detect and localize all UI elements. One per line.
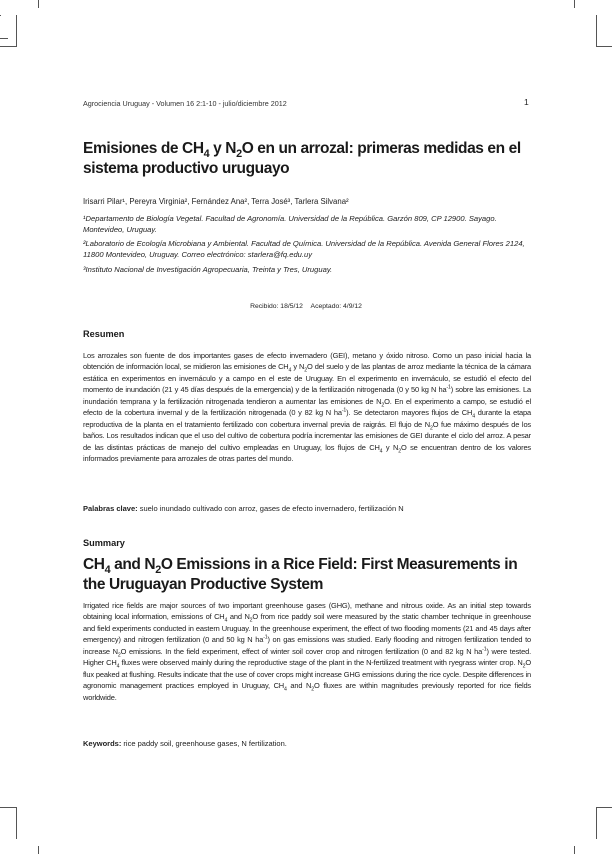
crop-mark [38,846,39,854]
summary-heading: Summary [83,538,125,548]
crop-mark [574,846,575,854]
affiliation-1: ¹Departamento de Biología Vegetal. Facultad de Agronomía. Universidad de la República. Garzón 809, CP 12900. Sayago. Montevideo, Uruguay. [83,214,497,235]
keywords: Keywords: rice paddy soil, greenhouse gases, N fertilization. [83,739,287,748]
crop-mark [38,0,39,8]
crop-mark [16,807,17,839]
resumen-heading: Resumen [83,329,125,339]
received-date: Recibido: 18/5/12 [250,303,303,310]
article-title-es: Emisiones de $CH_4$ y $N_2O$ en un arrozal: primeras medidas en el sistema productivo uruguayo [83,140,521,177]
crop-mark [0,15,1,16]
crop-mark [596,807,612,808]
crop-mark [574,0,575,8]
crop-mark [0,38,8,39]
crop-mark [0,807,16,808]
crop-mark [16,15,17,47]
palabras-clave: Palabras clave: suelo inundado cultivado con arroz, gases de efecto invernadero, fertilización N [83,504,404,513]
article-title-en: $CH_4$ and $N_2O$ Emissions in a Rice Field: First Measurements in the Uruguayan Productive System [83,556,518,593]
crop-mark [596,15,597,47]
crop-mark [0,46,16,47]
summary-paragraph: Irrigated rice fields are major sources of two important greenhouse gases (GHG), methane and nitrous oxide. As an initial step towards obtaining local information, emissions of $CH_4$ and $N_2O$ from rice paddy soil were measured by the static chamber technique in greenhouse and field experiments conducted in eastern Uruguay. In the greenhouse experiment, the effect of two flooding moments (21 and 45 days after emergency) and nitrogen fertilization (0 and 50 kg N $ha^{-1}$) on gas emissions was studied. Early flooding and nitrogen fertilization tended to increase $N_2O$ emissions. In the field experiment, effect of winter soil cover crop and nitrogen fertilization (0 and 82 kg N $ha^{-1}$) were tested. Higher $CH_4$ fluxes were observed mainly during the reproductive stage of the plant in the N-fertilized treatment with ryegrass winter crop. $N_2O$ flux peaked at flushing. Results indicate that the use of cover crops might increase GHG emissions during the rice cycle. Despite differences in agronomic management practices employed in Uruguay, $CH_4$ and $N_2O$ fluxes are within magnitudes previously reported for rice fields worldwide. [83,601,532,702]
page-number: 1 [524,97,529,107]
received-accepted-dates [0,303,612,310]
crop-mark [596,807,597,839]
accepted-date: Aceptado: 4/9/12 [310,303,362,310]
author-list: Irisarri Pilar¹, Pereyra Virginia², Fernández Ana², Terra José³, Tarlera Silvana² [83,197,349,206]
running-header: Agrociencia Uruguay - Volumen 16 2:1-10 - julio/diciembre 2012 [83,99,287,108]
affiliation-2: ²Laboratorio de Ecología Microbiana y Ambiental. Facultad de Química. Universidad de la República. Avenida General Flores 2124, 11800 Montevideo, Uruguay. Correo electrónico: starlera@fq.edu.uy [83,239,525,260]
crop-mark [596,46,612,47]
resumen-paragraph: Los arrozales son fuente de dos importantes gases de efecto invernadero (GEI), metano y óxido nitroso. Como un paso inicial hacia la obtención de información local, se midieron las emisiones de $CH_4$ y $N_2O$ del suelo y de las plantas de arroz mediante la técnica de la cámara estática en experimentos en invernáculo y a campo en el este de Uruguay. En el experimento en invernáculo, se estudió el efecto del momento de inundación (21 y 45 días después de la emergencia) y de la fertilización nitrogenada (0 y 50 kg N $ha^{-1}$) sobre las emisiones. La inundación temprana y la fertilización nitrogenada tendieron a aumentar las emisiones de $N_2O$. En el experimento a campo, se estudió el efecto de la cobertura invernal y de la fertilización nitrogenada (0 y 82 kg N $ha^{-1}$). Se detectaron mayores flujos de $CH_4$ durante la etapa reproductiva de la planta en el tratamiento fertilizado con cobertura invernal previa de raigrás. El flujo de $N_2O$ fue máximo después de los baños. Los resultados indican que el uso del cultivo de cobertura podría incrementar las emisiones de GEI durante el ciclo del arroz. A pesar de las distintas prácticas de manejo del cultivo empleadas en Uruguay, los flujos de $CH_4$ y $N_2O$ se encuentran dentro de los valores informados previamente para arrozales de otras partes del mundo. [83,351,532,464]
affiliation-3: ³Instituto Nacional de Investigación Agropecuaria, Treinta y Tres, Uruguay. [83,265,333,274]
